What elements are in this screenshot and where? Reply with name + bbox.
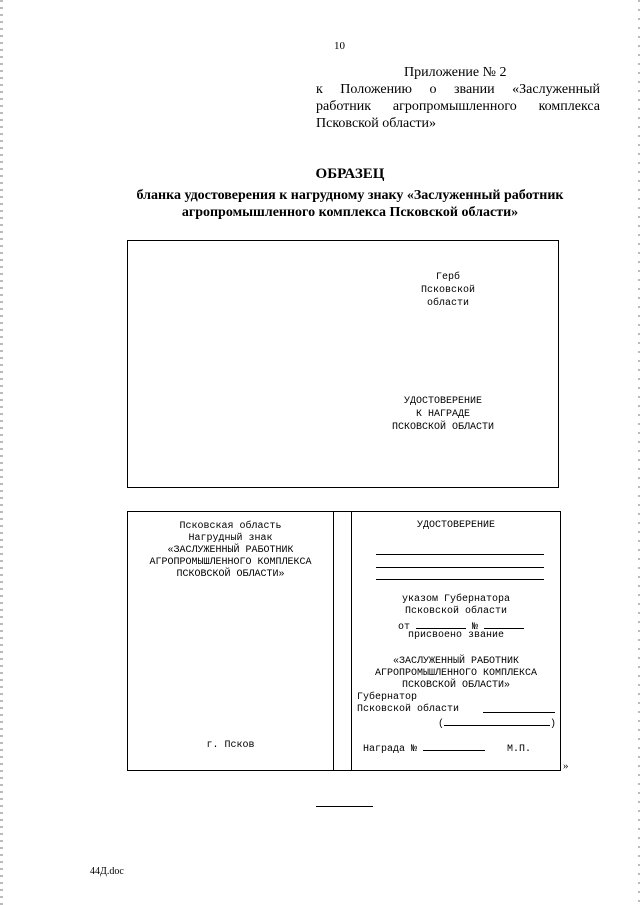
decoding-blank (444, 715, 550, 726)
decree-line: Псковской области (404, 606, 508, 617)
cover-title-line: К НАГРАДЕ (415, 409, 470, 420)
signature-decoding (438, 715, 558, 731)
left-page-line: Нагрудный знак (188, 533, 273, 544)
city-label: г. Псков (206, 740, 255, 751)
page-number: 10 (334, 40, 345, 52)
certificate-cover (127, 240, 559, 488)
closing-quote: » (563, 760, 569, 772)
award-label: Награда № (363, 744, 418, 755)
name-line (376, 554, 544, 555)
decree-text (352, 594, 560, 618)
document-subtitle (60, 187, 640, 221)
left-page-line: ПСКОВСКОЙ ОБЛАСТИ» (176, 569, 285, 580)
award-number-row (363, 740, 563, 756)
cover-title-line: УДОСТОВЕРЕНИЕ (403, 396, 482, 407)
paren-close: ) (550, 719, 557, 730)
emblem-placeholder (388, 271, 508, 310)
spine-line (333, 512, 334, 770)
end-separator-line (316, 806, 373, 807)
emblem-line: Псковской (420, 285, 475, 296)
cover-title (368, 395, 518, 434)
file-name: 44Д.doc (90, 866, 124, 877)
governor-line: Псковской области (357, 704, 460, 715)
subtitle-line: агропромышленного комплекса Псковской области» (181, 205, 519, 220)
date-blank (416, 618, 466, 629)
award-number-blank (423, 740, 485, 751)
subtitle-line: бланка удостоверения к нагрудному знаку «Заслуженный работник (136, 188, 564, 203)
right-page-title: УДОСТОВЕРЕНИЕ (416, 520, 495, 531)
decree-line: указом Губернатора (401, 594, 511, 605)
governor-line: Губернатор (357, 692, 418, 703)
seal-label: М.П. (507, 744, 532, 755)
governor-label (357, 692, 487, 716)
rank-line: АГРОПРОМЫШЛЕННОГО КОМПЛЕКСА (374, 668, 538, 679)
rank-title (352, 656, 560, 692)
left-page-text (128, 521, 333, 581)
left-page-line: «ЗАСЛУЖЕННЫЙ РАБОТНИК (167, 545, 294, 556)
appendix-title: Приложение № 2 (404, 65, 507, 80)
emblem-line: Герб (435, 272, 460, 283)
rank-line: ПСКОВСКОЙ ОБЛАСТИ» (401, 680, 511, 691)
name-line (376, 567, 544, 568)
appendix-line: к Положению о звании «Заслуженный (316, 82, 600, 97)
number-label: № (472, 622, 479, 633)
cover-title-line: ПСКОВСКОЙ ОБЛАСТИ (391, 422, 495, 433)
appendix-line: Псковской области» (316, 116, 437, 131)
certificate-inner (127, 511, 561, 771)
appendix-line: работник агропромышленного комплекса (316, 99, 600, 114)
document-title: ОБРАЗЕЦ (315, 166, 385, 182)
scan-edge-left (0, 0, 3, 905)
rank-line: «ЗАСЛУЖЕННЫЙ РАБОТНИК (392, 656, 520, 667)
emblem-line: области (426, 298, 469, 309)
left-page-line: АГРОПРОМЫШЛЕННОГО КОМПЛЕКСА (149, 557, 312, 568)
awarded-text: присвоено звание (407, 630, 504, 641)
left-page-line: Псковская область (179, 521, 282, 532)
name-line (376, 579, 544, 580)
appendix-block (316, 64, 600, 132)
number-blank (484, 618, 524, 629)
from-label: от (398, 622, 411, 633)
signature-line (483, 712, 555, 713)
paren-open: ( (438, 719, 445, 730)
